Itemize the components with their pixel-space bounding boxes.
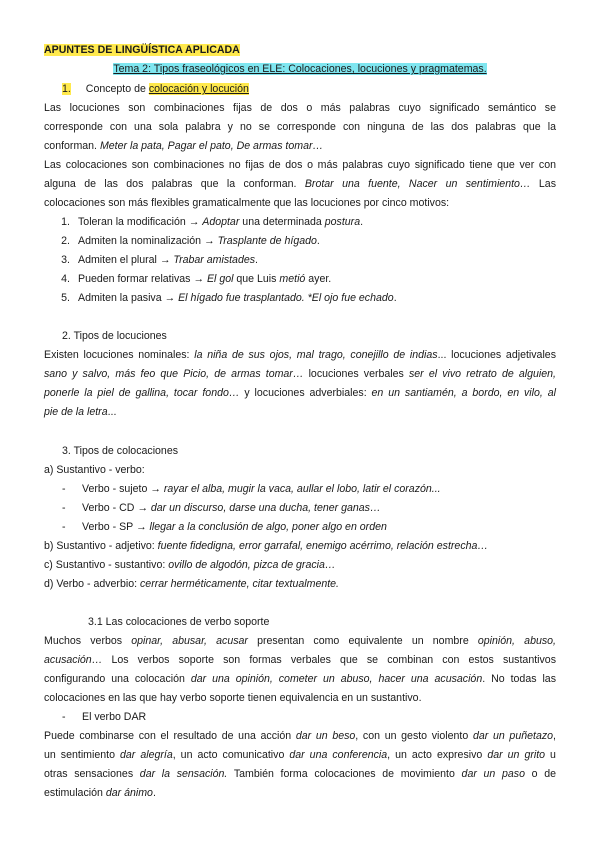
motive-item-3: 3. Admiten el plural → Trabar amistades. xyxy=(61,254,258,266)
paragraph-locuciones-line-3: conforman. Meter la pata, Pagar el pato, De armas tomar… xyxy=(44,140,324,152)
document-title xyxy=(44,44,556,57)
locuciones-types-line-3: ponerle la piel de gallina, tocar fondo… y locuciones adverbiales: en un santiamén, a bordo, en vilo, al xyxy=(44,387,556,399)
verbo-soporte-line-1: Muchos verbos opinar, abusar, acusar presentan como equivalente un nombre opinión, abuso, xyxy=(44,635,556,647)
paragraph-colocaciones-line-1: Las colocaciones son combinaciones no fijas de dos o más palabras cuyo significado tiene que ver con xyxy=(44,159,556,171)
verbo-dar-line-2: un sentimiento dar alegría, un acto comunicativo dar una conferencia, un acto expresivo dar un grito u xyxy=(44,749,556,761)
verbo-soporte-line-4: colocaciones en las que hay verbo soporte tienen equivalencia en un sustantivo. xyxy=(44,692,422,704)
paragraph-colocaciones-line-3: colocaciones son más flexibles gramaticalmente que las locuciones por cinco motivos: xyxy=(44,197,450,209)
paragraph-colocaciones-line-2: alguna de las dos palabras que la conforman. Brotar una fuente, Nacer un sentimiento… Las xyxy=(44,178,556,190)
verbo-dar-line-3: otras sensaciones dar la sensación. También forma colocaciones de movimiento dar un paso o de xyxy=(44,768,556,780)
colocation-subtype-2: - Verbo - CD → dar un discurso, darse una ducha, tener ganas… xyxy=(62,502,381,514)
motive-item-1: 1. Toleran la modificación → Adoptar una determinada postura. xyxy=(61,216,364,228)
section-3-1-heading: 3.1 Las colocaciones de verbo soporte xyxy=(88,616,270,628)
motive-item-4: 4. Pueden formar relativas → El gol que Luis metió ayer. xyxy=(61,273,332,285)
colocation-subtype-3: - Verbo - SP → llegar a la conclusión de algo, poner algo en orden xyxy=(62,521,387,533)
locuciones-types-line-2: sano y salvo, más feo que Picio, de armas tomar… locuciones verbales ser el vivo retrato de alguien, xyxy=(44,368,556,380)
section-2-heading: 2. Tipos de locuciones xyxy=(62,330,167,342)
subtitle-text: Tema 2: Tipos fraseológicos en ELE: Colocaciones, locuciones y pragmatemas. xyxy=(113,63,487,75)
motive-item-2: 2. Admiten la nominalización → Trasplante de hígado. xyxy=(61,235,320,247)
section-1-highlight: colocación y locución xyxy=(148,83,249,95)
colocation-subtype-1: - Verbo - sujeto → rayar el alba, mugir la vaca, aullar el lobo, latir el corazón... xyxy=(62,483,441,495)
section-1-number: 1. xyxy=(62,83,71,95)
locuciones-types-line-1: Existen locuciones nominales: la niña de sus ojos, mal trago, conejillo de indias... locuciones adjetivales xyxy=(44,349,556,361)
locuciones-types-line-4: pie de la letra... xyxy=(44,406,117,418)
verbo-dar-line-1: Puede combinarse con el resultado de una acción dar un beso, con un gesto violento dar un puñetazo, xyxy=(44,730,556,742)
title-text: APUNTES DE LINGÜÍSTICA APLICADA xyxy=(44,44,240,56)
section-3-heading: 3. Tipos de colocaciones xyxy=(62,445,179,457)
document-subtitle xyxy=(44,63,556,76)
paragraph-locuciones-line-1: Las locuciones son combinaciones fijas de dos o más palabras cuyo significado semántico se xyxy=(44,102,556,114)
verbo-dar-heading: - El verbo DAR xyxy=(62,711,147,723)
paragraph-locuciones-line-2: corresponde con una sola palabra y no se corresponde con ninguna de las dos palabras que la xyxy=(44,121,556,133)
verbo-soporte-line-3: configurando una colocación dar una opinión, cometer un abuso, hacer una acusación. No todas las xyxy=(44,673,556,685)
verbo-dar-line-4: estimulación dar ánimo. xyxy=(44,787,156,799)
colocation-type-c: c) Sustantivo - sustantivo: ovillo de algodón, pizca de gracia… xyxy=(44,559,336,571)
colocation-type-a: a) Sustantivo - verbo: xyxy=(44,464,145,476)
section-1-label: Concepto de xyxy=(85,83,149,95)
colocation-type-b: b) Sustantivo - adjetivo: fuente fidedigna, error garrafal, enemigo acérrimo, relación estrecha… xyxy=(44,540,488,552)
section-1-heading xyxy=(62,83,574,96)
colocation-type-d: d) Verbo - adverbio: cerrar herméticamente, citar textualmente. xyxy=(44,578,340,590)
verbo-soporte-line-2: acusación… Los verbos soporte son formas verbales que se combinan con estos sustantivos xyxy=(44,654,556,666)
motive-item-5: 5. Admiten la pasiva → El hígado fue trasplantado. *El ojo fue echado. xyxy=(61,292,397,304)
